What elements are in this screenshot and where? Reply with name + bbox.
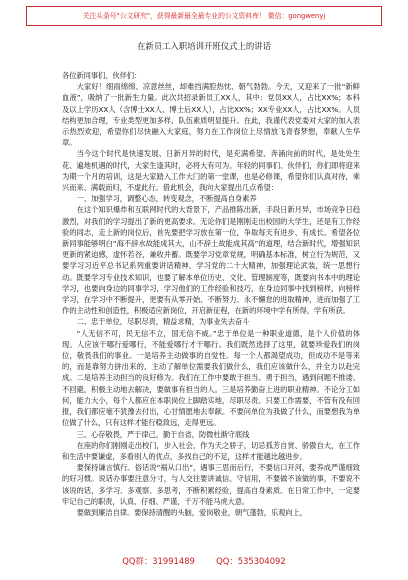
qq-group-label: QQ群：: [122, 556, 153, 566]
paragraph: 在这个知识爆炸和互联网时代的大背景下，产品推陈出新，手段日新月异，市场竞争日趋激烈，对我们的学习提出了新的更高要求。无论你们是刚刚走出校园的大学生，还是有工作经验的同志，走上新的岗位后，首先要把学习放在第一位，争取每天有进步、有成长。希望各位新同事能够明白“海不辞水故能成其大，山不辞土故能成其高”的道理，结合新时代，增强知识更新的紧迫感，虚怀若谷，兼收并蓄。既要学习党章党规，明确基本标准，树立行为规范，又要学习习近平总书记系列重要讲话精神，学习党的二十大精神，加强理论武装，统一思想行动。既要学习专业技术知识，也要了解本单位历史、文化、管理制度等，既要向书本中的理论学习，也要向身边的同事学习，学习他们的工作经验和技巧，在身边同事中找到榜样，向榜样学习，在学习中不断提升，更要有从零开始、不断努力、永不懈怠的进取精神，进而加强了工作的主动性和创造性，积极适应新岗位，开启新征程，在新的环境中学有所得，学有所获。: [62, 205, 360, 316]
section-heading: 二、忠于单位，尽职尽责，精益求精，为事业失去奋斗: [76, 317, 250, 327]
paragraph: 大家好！细雨绵绵、凉意丝丝，却难挡满腔热忱、朝气勃勃。今天，又迎来了一批“新鲜血液”，吸纳了一批新生力量。此次共招录新员工XX人，其中：党员XX人，占比XX%；本科及以上学历XX人（含博士XX人、博士后XX人），占比XX%；XX专业XX人，占比XX%。人员结构更加合理，专业类型更加多样，队伍素质明显提升。在此，我谨代表党委对大家的加入表示热烈欢迎，希望你们尽快融入大家庭，努力在工作岗位上尽情放飞青春梦想，奉献人生华章。: [62, 82, 360, 148]
contact-footer: [0, 554, 408, 568]
document-body: [62, 70, 360, 518]
paragraph: 要保持谦言慎行。俗话说“祸从口出”，遇事三思而后行，不要信口开河，要养成严谨细致的好习惯。说话办事要注意分寸，与人交往要讲诚信、守信用，不要做不该做的事，不要说不该说的话，多学习、多观察、多思考，不断积累经验，提高自身素质。在日常工作中，一定要牢记自己的职责，认真、仔细、严谨，千万不能马虎大意。: [62, 463, 360, 506]
greeting: 各位新同事们、伙伴们：: [62, 71, 142, 80]
section-heading: 一、加强学习，调整心态，转变观念，不断提高自身素养: [76, 194, 257, 204]
paragraph: 当今这个时代是快速发展、日新月异的时代，是充满希望、奔涌向前的时代，是处处生花、遍地机遇的时代，大家生逢其时，必将大有可为。年轻的同事们、伙伴们，你们即将迎来为期一个月的培训，这是大家踏入工作大门的第一堂课，也是必修课，希望你们认真对待，乘兴而来、满载而归，不虚此行。借此机会，我向大家提出几点希望：: [62, 149, 360, 193]
qq-group-number: 31991489: [152, 556, 195, 566]
promo-banner[interactable]: [26, 6, 382, 26]
qq-number: 535304092: [237, 556, 286, 566]
paragraph: 要做到廉洁自律。要保持清醒的头脑，爱岗敬业，朝气蓬勃，乐观向上，: [76, 507, 307, 517]
paragraph: 在座的你们刚刚走出校门，步入社会，作为天之骄子，切忌孤芳自赏、骄傲自大，在工作和生活中要谦虚，多看别人的优点，多找自己的不足，这样才能越比越进步。: [62, 440, 360, 461]
document-title: 在新员工入职培训开班仪式上的讲话: [137, 41, 271, 51]
paragraph: “人无信不可，民无信不立，国无信不威。”忠于单位是一种职业道德，是个人价值的体现。人应该干哪行爱哪行，不能爱哪行才干哪行。我们既然选择了这里，就要珍爱我们的岗位，敬畏我们的事业。一是培养主动做事的自觉性。每一个人都渴望成功，但成功不是等来的，而是靠努力拼出来的，主动了解单位需要我们做什么，我们应该做什么，并全力以赴完成。二是培养主动担当的良好修为。我们在工作中要敢于担当、勇于担当，遇到问题不推诿、不回避，积极主动地去解决，要做事有担当的人。三是培养勤奋上进的职业精神。不论分工如何，能力大小，每个人都应在本职岗位上脚踏实地，尽职尽责。只要工作需要，不管有没有回报，我们都应毫不犹豫去付出，心甘情愿地去奉献。不要问单位为我做了什么，而要想我为单位做了什么，只有这样才能行稳致远，走得更远。: [62, 328, 360, 428]
qq-label: QQ：: [216, 556, 238, 566]
section-heading: 三、心存敬畏，严于律己，勤于自省，防微杜渐守底线: [76, 429, 250, 439]
promo-banner-text: 关注头条号"公文研究"，获得最新最全最专业的公文资料库！ 微信：gongwenyj: [82, 12, 326, 20]
